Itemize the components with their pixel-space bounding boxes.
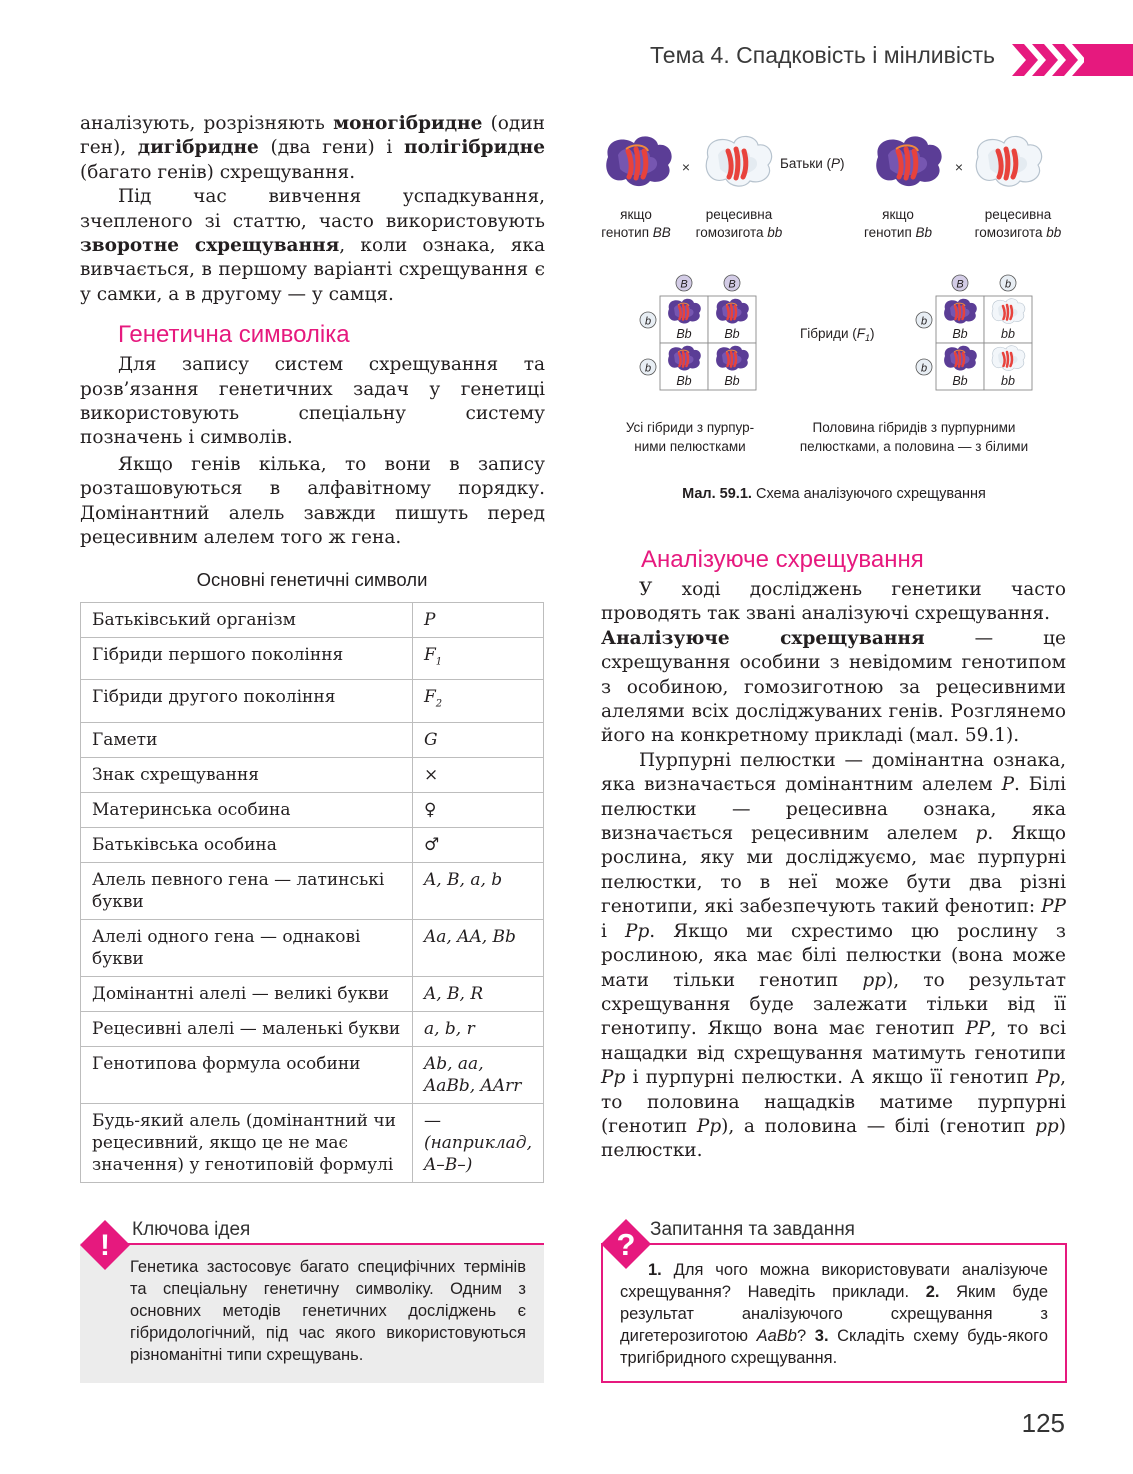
symbol-description: Гібриди першого покоління <box>81 638 413 680</box>
symbol-value <box>412 757 543 792</box>
table-row <box>81 757 544 792</box>
symbol-text: Ab, aa, AaBb, AArr <box>423 1053 522 1096</box>
gamete-label: b <box>920 315 928 328</box>
text: (два гени) і <box>258 137 405 159</box>
exclamation-icon <box>80 1220 130 1270</box>
paragraph-alphabetical-order: Якщо генів кілька, то вони в запису розташовуються в алфавітному порядку. Домінантний алель завжди пишуть перед рецесивним алелем того ж гена. <box>80 453 545 549</box>
gamete-label: b <box>920 362 928 375</box>
gamete-label: b <box>644 315 652 328</box>
parent-label-line: рецесивна <box>705 207 773 222</box>
questions-title: Запитання та завдання <box>650 1219 855 1240</box>
chevrons-decoration-icon <box>1012 44 1133 76</box>
symbol-value <box>412 1011 543 1046</box>
parent-genotype-label: гомозигота bb <box>974 225 1062 240</box>
symbol-text: a, b, r <box>423 1018 475 1039</box>
text: і пурпурні пелюстки. А якщо її генотип <box>625 1067 1036 1089</box>
table-row <box>81 1011 544 1046</box>
right-result-note: Половина гібридів з пурпурними <box>812 420 1016 435</box>
gamete-label: B <box>956 278 964 291</box>
symbol-subscript: 2 <box>435 698 443 710</box>
symbol-description: Алелі одного гена — однакові букви <box>81 919 413 976</box>
genotype-label: Bb <box>676 327 692 341</box>
figure-caption: Мал. 59.1. Схема аналізуючого схрещування <box>682 486 986 502</box>
text: аналізують, розрізняють <box>80 113 334 134</box>
symbol-description: Алель певного гена — латинські букви <box>81 862 413 919</box>
symbol-text: ♂ <box>423 834 440 855</box>
genotype-label: Bb <box>676 374 692 388</box>
question-number: 2. <box>925 1283 940 1301</box>
question-2: Яким буде результат аналізуючого схрещування з дигетерозиготою <box>620 1283 1048 1345</box>
paragraph-analyzing-intro: У ході досліджень генетики часто проводять так звані аналізуючі схрещування. <box>601 579 1066 625</box>
text: ), то результат схрещування буде залежати тільки від її генотипу. Якщо вона має генотип <box>601 969 1066 1040</box>
gamete-label: b <box>644 362 652 375</box>
symbol-description: Знак схрещування <box>81 757 413 792</box>
table-row <box>81 1046 544 1103</box>
text: і <box>601 920 625 942</box>
genetic-symbols-table <box>80 602 544 1183</box>
symbol-description: Материнська особина <box>81 792 413 827</box>
genotype-italic: pp <box>862 969 887 991</box>
text: Під час вивчення успадкування, зчепленого зі статтю, часто використовують <box>80 186 545 232</box>
question-1: Для чого можна використовувати аналізуюче схрещування? Наведіть приклади. <box>620 1261 1048 1301</box>
symbol-value <box>412 680 543 722</box>
term-reciprocal-cross: зворотне схрещування <box>80 235 340 257</box>
question-number: 3. <box>814 1327 829 1345</box>
table-title: Основні генетичні символи <box>196 569 428 590</box>
key-idea-divider <box>120 1243 544 1245</box>
symbol-text: Aa, AA, Bb <box>423 926 516 947</box>
right-result-note: пелюстками, а половина — з білими <box>799 439 1029 454</box>
symbol-value <box>412 976 543 1011</box>
symbol-text: × <box>423 764 439 785</box>
text: — це схрещування особини з невідомим генотипом з особиною, гомозиготною за рецесивними алелями всіх досліджуваних генів. Розглянемо його на конкретному прикладі (мал. 59.1). <box>601 627 1066 747</box>
gamete-label: B <box>728 278 736 291</box>
genotype-italic: PP <box>965 1018 991 1040</box>
symbol-value <box>412 1046 543 1103</box>
symbol-description: Будь-який алель (домінантний чи рецесивний, якщо це не має значення) у генотиповій формулі <box>81 1103 413 1182</box>
genotype-label: bb <box>1001 327 1015 341</box>
parent-genotype-label: генотип Bb <box>863 225 933 240</box>
table-row <box>81 1103 544 1182</box>
paragraph-reciprocal-cross <box>80 185 545 307</box>
symbol-text: A, B, R <box>423 983 484 1004</box>
symbol-text: F <box>423 645 436 665</box>
cross-sign: × <box>681 159 691 175</box>
table-row <box>81 976 544 1011</box>
symbol-description: Генотипова формула особини <box>81 1046 413 1103</box>
right-column <box>601 546 1066 1164</box>
symbol-value <box>412 792 543 827</box>
cross-sign: × <box>954 159 964 175</box>
symbol-value <box>412 1103 543 1182</box>
symbol-text: P <box>423 610 436 630</box>
genotype-label: Bb <box>952 327 968 341</box>
symbol-text: — (наприклад, A–B–) <box>423 1110 532 1175</box>
genotype-italic: AaBb <box>756 1327 797 1345</box>
symbol-text: G <box>423 729 438 750</box>
symbol-text: ♀ <box>423 799 437 820</box>
genotype-italic: pp <box>1035 1115 1059 1137</box>
questions-divider <box>640 1243 1065 1245</box>
genotype-label: Bb <box>952 374 968 388</box>
paragraph-hybrid-types <box>80 112 545 185</box>
white-flower-icon <box>706 136 771 186</box>
table-row <box>81 722 544 757</box>
question-3: Складіть схему будь-якого тригібридного схрещування. <box>620 1327 1049 1367</box>
table-row <box>81 792 544 827</box>
gamete-label: B <box>680 278 688 291</box>
genotype-italic: P <box>1001 774 1015 796</box>
text: , то всі нащадки від схрещування матимуть генотипи <box>601 1018 1066 1064</box>
section-heading-analyzing-cross: Аналізуюче схрещування <box>641 546 924 573</box>
table-row <box>81 638 544 680</box>
text: . Якщо рослина, яку ми досліджуємо, має пурпурні пелюстки, то в неї може бути два різні генотипи, які забезпечують такий фенотип: <box>601 823 1066 918</box>
paragraph-petals-example <box>601 749 1066 1164</box>
key-idea-text: Генетика застосовує багато специфічних термінів та спеціальну генетичну символіку. Одним з основних методів генетичних досліджень є гібридологічний, під час якого використовуються різноманітні типи схрещувань. <box>130 1258 526 1364</box>
genotype-label: Bb <box>724 374 740 388</box>
punnett-grid-all-purple <box>640 275 756 390</box>
paragraph-symbols-intro: Для запису систем схрещування та розв’язання генетичних задач у генетиці використовують спеціальну систему позначень і символів. <box>80 354 545 449</box>
term-analyzing-cross: Аналізуюче схрещування <box>601 627 925 649</box>
left-result-note: Усі гібриди з пурпур- <box>625 420 755 435</box>
svg-text:!: ! <box>100 1229 110 1262</box>
text: , то половина нащадків матиме пурпурні (генотип <box>601 1067 1066 1137</box>
gamete-label: b <box>1004 278 1012 291</box>
symbol-value <box>412 919 543 976</box>
page-number: 125 <box>1021 1408 1065 1438</box>
question-number: 1. <box>648 1261 662 1279</box>
table-row <box>81 862 544 919</box>
key-idea-title: Ключова ідея <box>132 1219 251 1240</box>
white-flower-icon <box>976 136 1041 186</box>
table-row <box>81 680 544 722</box>
text: (багато генів) схрещування. <box>80 161 356 183</box>
symbol-text: A, B, a, b <box>423 869 503 890</box>
table-row <box>81 919 544 976</box>
text: , коли ознака, яка вивчається, в першому варіанті схрещування є у самки, а в другому — у самця. <box>80 235 545 305</box>
symbol-value <box>412 827 543 862</box>
genotype-label: bb <box>1001 374 1015 388</box>
term-dihybrid: дигібридне <box>137 137 259 159</box>
symbol-value <box>412 722 543 757</box>
parent-label-line: рецесивна <box>984 207 1052 222</box>
genotype-italic: Pp <box>601 1067 626 1089</box>
questions-text <box>620 1259 1048 1369</box>
paragraph-analyzing-definition <box>601 627 1066 749</box>
genotype-italic: Pp <box>1035 1067 1061 1089</box>
parent-label-line: якщо <box>882 207 914 222</box>
table-row <box>81 603 544 638</box>
term-monohybrid: моногібридне <box>333 113 483 134</box>
left-result-note: ними пелюстками <box>634 439 746 454</box>
genotype-italic: Pp <box>696 1115 722 1137</box>
purple-flower-icon <box>606 136 671 186</box>
symbol-value <box>412 638 543 680</box>
chapter-title: Тема 4. Спадковість і мінливість <box>650 42 995 68</box>
purple-flower-icon <box>876 136 941 186</box>
genotype-italic: Pp <box>625 920 650 942</box>
symbol-subscript: 1 <box>435 656 443 668</box>
text: . Білі пелюстки — рецесивна ознака, яка визначається рецесивним алелем <box>601 774 1066 845</box>
symbol-description: Домінантні алелі — великі букви <box>81 976 413 1011</box>
symbol-description: Рецесивні алелі — маленькі букви <box>81 1011 413 1046</box>
hybrids-label: Гібриди $(F_1)$ <box>800 326 875 343</box>
table-row <box>81 827 544 862</box>
symbol-value <box>412 862 543 919</box>
genotype-italic: PP <box>1041 896 1066 918</box>
text: ), а половина — білі (генотип <box>721 1115 1036 1137</box>
symbol-description: Гамети <box>81 722 413 757</box>
text: . Якщо ми схрестимо цю рослину з рослиною, яка має білі пелюстки (вона може мати тільки генотип <box>601 920 1066 991</box>
genotype-italic: p <box>975 823 988 845</box>
punnett-grid-half-purple <box>916 275 1032 390</box>
section-heading-genetic-symbols: Генетична символіка <box>118 321 350 349</box>
analyzing-cross-figure <box>590 130 1080 530</box>
symbol-description: Батьківська особина <box>81 827 413 862</box>
symbol-description: Батьківський організм <box>81 603 413 638</box>
symbol-text: F <box>423 687 436 708</box>
parents-label: Батьки (P) <box>780 156 845 171</box>
parent-label-line: якщо <box>620 207 652 222</box>
genotype-label: Bb <box>724 327 740 341</box>
parent-genotype-label: генотип BB <box>601 225 671 240</box>
text: Пурпурні пелюстки — домінантна ознака, яка визначається домінантним алелем <box>601 749 1066 796</box>
term-polyhybrid: полігібридне <box>404 137 545 159</box>
symbol-description: Гібриди другого покоління <box>81 680 413 722</box>
parent-genotype-label: гомозигота bb <box>695 225 783 240</box>
text: (один ген), <box>80 113 545 159</box>
text: ) пелюстки. <box>601 1115 1066 1162</box>
symbol-value <box>412 603 543 638</box>
left-column <box>80 112 545 551</box>
svg-text:?: ? <box>616 1227 636 1262</box>
question-2-end: ? <box>797 1327 815 1345</box>
